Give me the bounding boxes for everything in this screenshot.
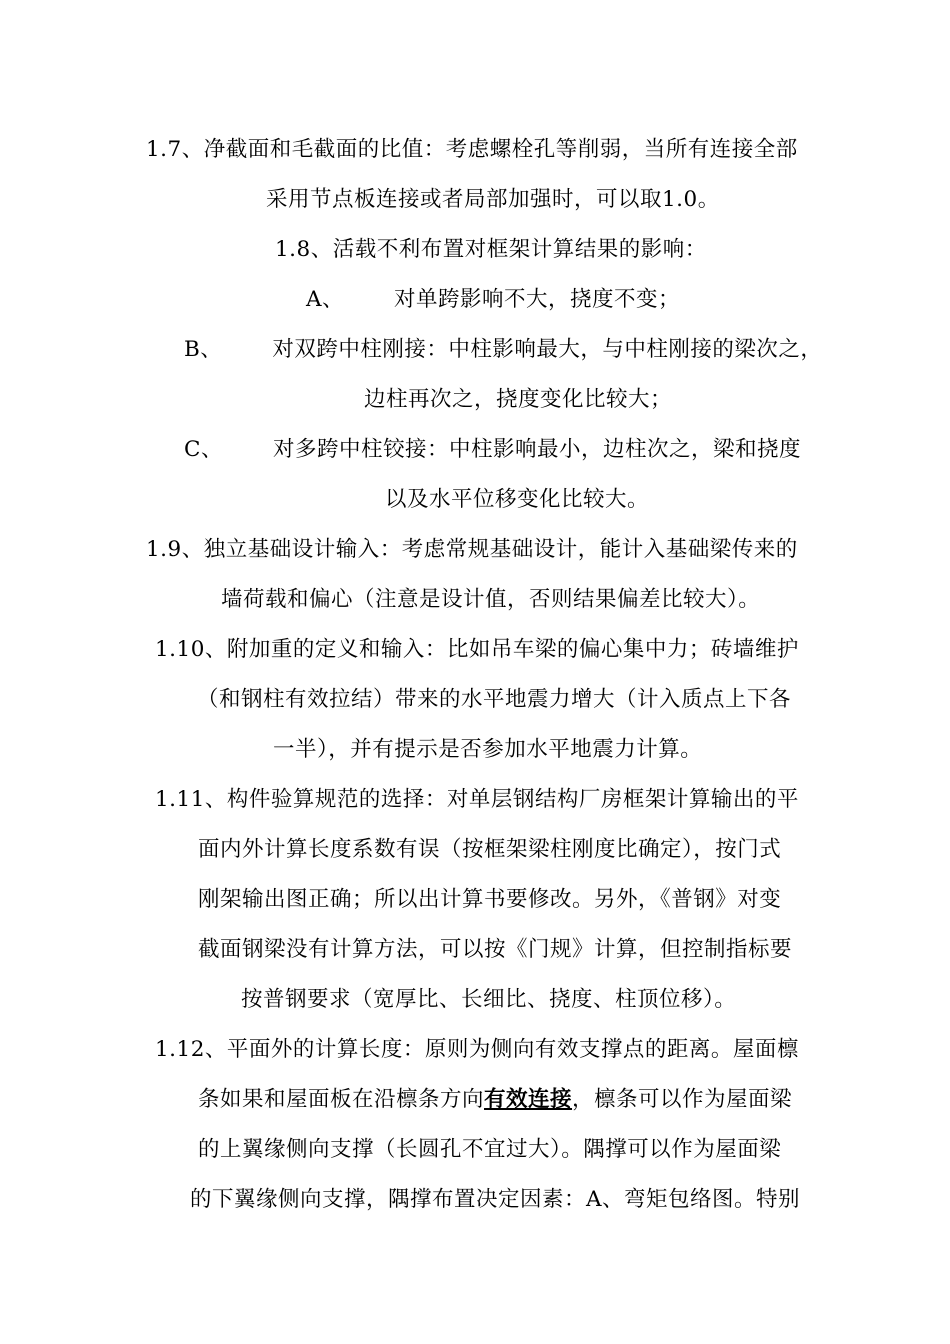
item-c-text-cont: 以及水平位移变化比较大。 xyxy=(385,487,650,512)
item-b-text-cont: 边柱再次之，挠度变化比较大； xyxy=(364,387,673,412)
text-line-1-12-cont-1 xyxy=(198,1085,792,1115)
item-c-label: C、 xyxy=(184,437,223,462)
item-a-row xyxy=(306,285,680,315)
text-line-1-11-cont-2: 刚架输出图正确；所以出计算书要修改。另外，《普钢》对变 xyxy=(198,887,782,912)
text-line-1-9-cont: 墙荷载和偏心（注意是设计值，否则结果偏差比较大）。 xyxy=(221,587,761,612)
text-segment-before: 条如果和屋面板在沿檩条方向 xyxy=(198,1087,485,1112)
text-line-1-11: 1.11、构件验算规范的选择：对单层钢结构厂房框架计算输出的平 xyxy=(155,787,799,812)
text-line-1-7-cont: 采用节点板连接或者局部加强时，可以取1.0。 xyxy=(266,187,720,212)
text-line-1-10: 1.10、附加重的定义和输入：比如吊车梁的偏心集中力；砖墙维护 xyxy=(155,637,799,662)
text-line-1-12: 1.12、平面外的计算长度：原则为侧向有效支撑点的距离。屋面檩 xyxy=(155,1037,799,1062)
item-b-row xyxy=(184,335,822,365)
text-line-1-8: 1.8、活载不利布置对框架计算结果的影响： xyxy=(275,237,707,262)
item-b-label: B、 xyxy=(184,337,223,362)
emphasis-effective-connection: 有效连接 xyxy=(484,1087,573,1112)
text-segment-after: ，檩条可以作为屋面梁 xyxy=(572,1087,793,1112)
item-c-row xyxy=(184,435,801,465)
item-c-text: 对多跨中柱铰接：中柱影响最小，边柱次之，梁和挠度 xyxy=(272,437,801,462)
item-a-label: A、 xyxy=(306,287,345,312)
item-b-text: 对双跨中柱刚接：中柱影响最大，与中柱刚接的梁次之， xyxy=(272,337,823,362)
text-line-1-10-cont-1: （和钢柱有效拉结）带来的水平地震力增大（计入质点上下各 xyxy=(197,687,792,712)
text-line-1-12-cont-3: 的下翼缘侧向支撑，隅撑布置决定因素：A、弯矩包络图。特别 xyxy=(190,1187,801,1212)
text-line-1-11-cont-4: 按普钢要求（宽厚比、长细比、挠度、柱顶位移）。 xyxy=(241,987,737,1012)
item-a-text: 对单跨影响不大，挠度不变； xyxy=(394,287,681,312)
text-line-1-11-cont-1: 面内外计算长度系数有误（按框架梁柱刚度比确定），按门式 xyxy=(198,837,782,862)
text-line-1-10-cont-2: 一半），并有提示是否参加水平地震力计算。 xyxy=(273,737,703,762)
text-line-1-12-cont-2: 的上翼缘侧向支撑（长圆孔不宜过大）。隅撑可以作为屋面梁 xyxy=(198,1137,782,1162)
text-line-1-7: 1.7、净截面和毛截面的比值：考虑螺栓孔等削弱，当所有连接全部 xyxy=(146,137,798,162)
text-line-1-11-cont-3: 截面钢梁没有计算方法，可以按《门规》计算，但控制指标要 xyxy=(198,937,793,962)
text-line-1-9: 1.9、独立基础设计输入：考虑常规基础设计，能计入基础梁传来的 xyxy=(146,537,798,562)
